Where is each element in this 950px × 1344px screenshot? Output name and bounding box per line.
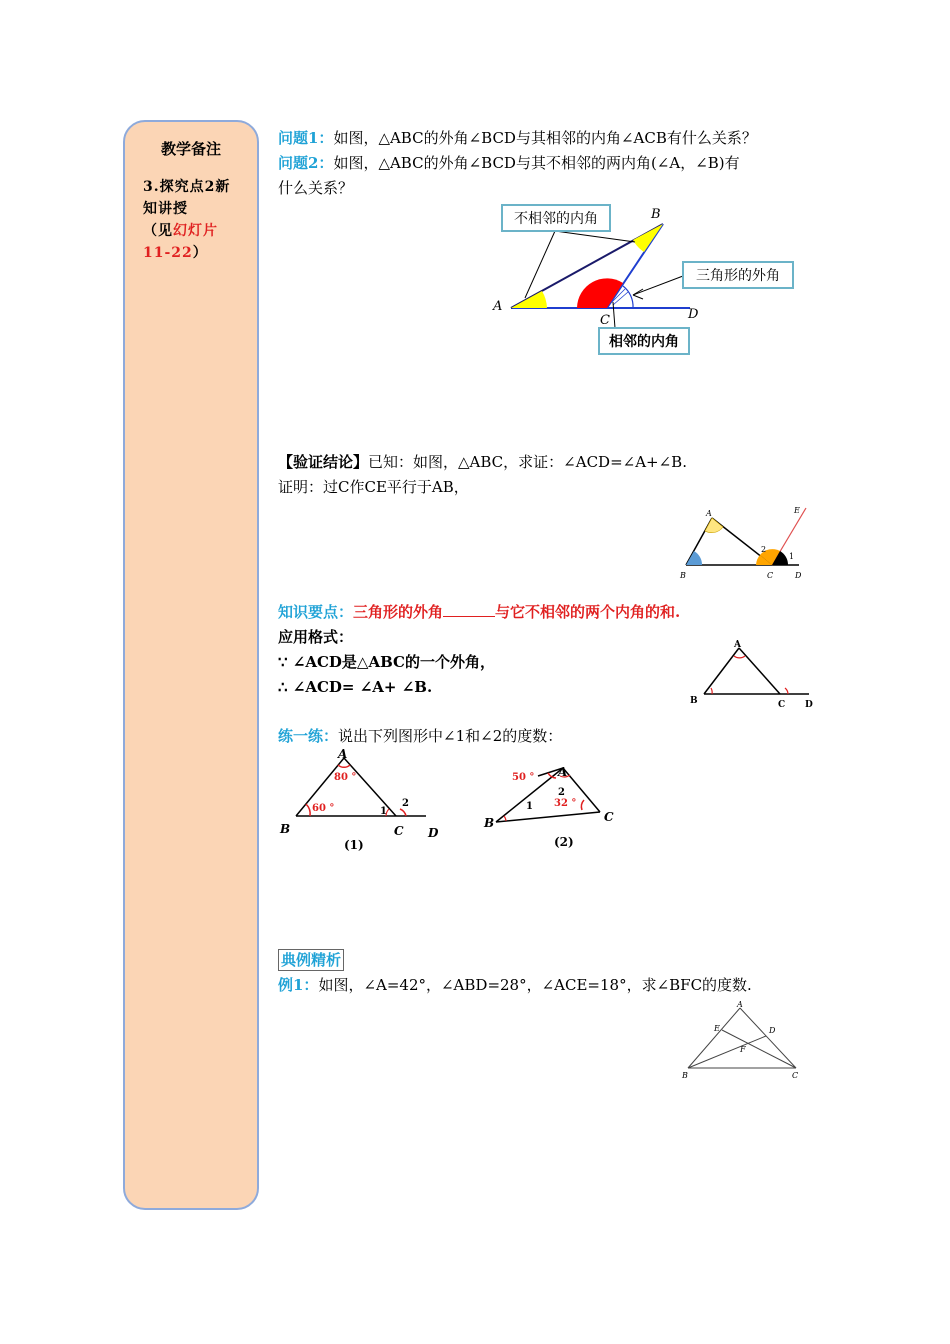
leader-nonadjacent [555,231,635,242]
line-ac [344,758,396,816]
line-ac [740,1008,796,1068]
vertex-b: B [680,571,686,580]
verify-statement [278,452,687,472]
sidebar-line: 3.探究点2新 [143,179,231,195]
apply-title: 应用格式： [278,628,354,646]
angle-1-label: 1 [789,552,795,561]
key-point [278,602,680,622]
apply-line-2: ∴ ∠ACD= ∠A+ ∠B. [278,678,433,696]
vertex-a: A [558,765,568,779]
angle-1-label: 1 [380,806,387,817]
key-point-label: 知识要点： [278,603,354,621]
angle-b-mark [686,551,702,565]
figure-practice-1 [276,746,446,856]
example-title-wrap [278,949,344,971]
label-nonadjacent: 不相邻的内角 [514,211,598,227]
vertex-b: B [690,696,698,706]
label-adjacent: 相邻的内角 [609,334,679,350]
figure-caption: (2) [554,835,574,849]
angle-a-mark [511,291,547,308]
angle-2-arc [400,809,406,816]
sidebar-line [143,220,247,242]
vertex-b: B [682,1071,688,1080]
vertex-f: F [740,1045,746,1054]
line-ab [688,1008,740,1068]
verify-text: 已知：如图，△ABC，求证：∠ACD=∠A+∠B. [368,453,687,471]
vertex-b: B [484,816,495,830]
question-2-text: 如图，△ABC的外角∠BCD与其不相邻的两内角(∠A，∠B)有 [333,154,740,172]
vertex-d: D [769,1026,776,1035]
vertex-a: A [737,1000,743,1009]
key-point-text2: 与它不相邻的两个内角的和. [495,603,681,621]
angle-32-label: 32 ° [554,798,577,809]
vertex-a: A [734,640,741,650]
figure-example [678,1000,808,1082]
angle-b-arc [711,688,712,694]
practice-text: 说出下列图形中∠1和∠2的度数： [338,727,563,745]
angle-2-label: 2 [761,545,767,554]
sidebar-line [143,242,247,264]
question-1-label: 问题1： [278,129,334,147]
question-2 [278,153,740,173]
vertex-b: B [651,207,661,222]
angle-80-label: 80 ° [334,772,357,783]
vertex-c: C [600,313,610,328]
vertex-c: C [394,824,404,838]
leader-exterior-arrow [633,295,643,299]
figure-caption: (1) [344,838,364,852]
sidebar-paren: ） [192,245,208,261]
question-1-text: 如图，△ABC的外角∠BCD与其相邻的内角∠ACB有什么关系？ [333,129,757,147]
line-ba [704,648,739,694]
vertex-e: E [794,506,800,515]
figure-exterior-angle [485,200,815,360]
angle-2-label: 2 [558,787,565,798]
angle-50-label: 50 ° [512,772,535,783]
leader-exterior [633,276,683,295]
vertex-d: D [805,700,813,710]
angle-1-arc [504,816,506,821]
apply-line-1: ∵ ∠ACD是△ABC的一个外角， [278,653,495,671]
figure-apply [684,636,819,714]
angle-b-arc [306,804,310,816]
line-bc [496,812,600,822]
vertex-d: D [795,571,802,580]
angle-32-arc [581,800,584,810]
vertex-a: A [706,509,712,518]
question-2-label: 问题2： [278,154,334,172]
vertex-d: D [428,826,439,840]
practice [278,726,562,746]
angle-a-mark [705,518,723,533]
proof-text: 证明：过C作CE平行于AB， [278,478,469,496]
verify-label: 【验证结论】 [278,453,369,471]
vertex-c: C [778,700,786,710]
leader-adjacent [613,302,615,328]
figure-proof [676,500,811,585]
sidebar-title: 教学备注 [160,140,221,158]
key-point-blank [443,602,495,617]
vertex-d: D [688,307,699,322]
question-2-cont: 什么关系？ [278,179,354,197]
sidebar-body [143,176,247,264]
sidebar-line: 知讲授 [143,201,188,217]
angle-1-label: 1 [526,801,533,812]
line-ac [739,648,780,694]
vertex-b: B [280,822,291,836]
sidebar-slide-ref: 幻灯片 [173,223,218,239]
example-1 [278,975,752,995]
example-title: 典例精析 [278,949,344,971]
vertex-c: C [604,810,614,824]
vertex-a: A [493,299,503,314]
sidebar-paren: （见 [143,223,173,239]
notes-sidebar [123,120,259,1210]
vertex-c: C [767,571,774,580]
example-1-text: 如图，∠A=42°，∠ABD=28°，∠ACE=18°，求∠BFC的度数. [318,976,752,994]
angle-2-label: 2 [402,798,409,809]
angle-acb-mark [577,278,623,308]
example-1-label: 例1： [278,976,319,994]
key-point-text1: 三角形的外角 [353,603,444,621]
line-bd [688,1036,766,1068]
vertex-e: E [714,1024,720,1033]
angle-60-label: 60 ° [312,803,335,814]
leader-nonadjacent [525,231,555,298]
practice-label: 练一练： [278,727,339,745]
question-1 [278,128,757,148]
vertex-c: C [792,1071,799,1080]
angle-a-arc [734,656,745,658]
figure-practice-2 [478,752,628,852]
vertex-a: A [338,747,348,761]
label-exterior: 三角形的外角 [696,268,780,284]
sidebar-slide-range: 11-22 [143,245,193,261]
angle-acd-arc [785,688,788,694]
angle-a-arc [338,765,350,767]
